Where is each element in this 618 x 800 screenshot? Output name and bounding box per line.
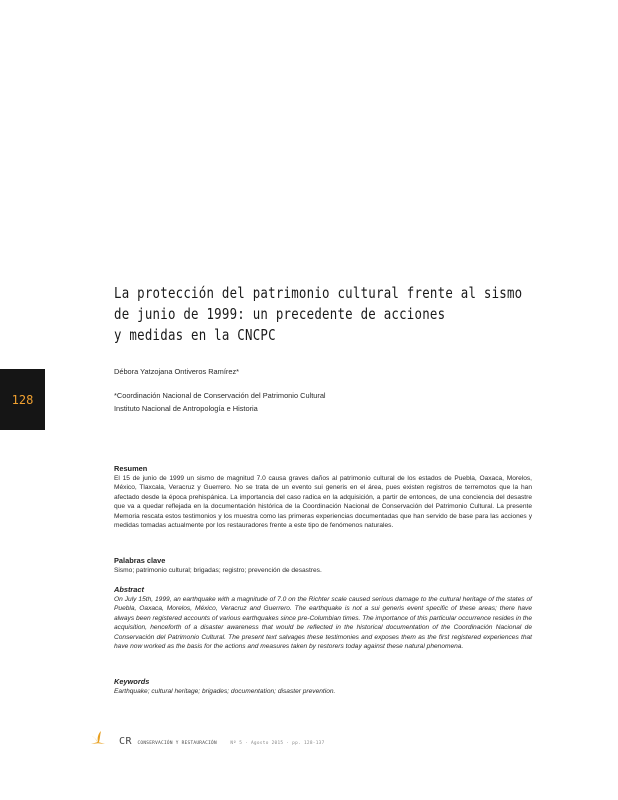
palabras-clave-text: Sismo; patrimonio cultural; brigadas; registro; prevención de desastres. bbox=[114, 567, 322, 574]
title-line-2: de junio de 1999: un precedente de acciones bbox=[114, 305, 446, 323]
abstract-text: On July 15th, 1999, an earthquake with a magnitude of 7.0 on the Richter scale caused serious damage to the cultural heritage of the states of Puebla, Oaxaca, Morelos, México, Veracruz and Guerrero. The earthquake is not a sui generis event specific of these areas; there have always been registered accounts of various earthquakes since pre-Columbian times. The importance of this particular occurrence resides in the acquisition, henceforth of a disaster awareness that would be reflected in the historical documentation of the Coordinación Nacional de Conservación del Patrimonio Cultural. The present text salvages these testimonies and exposes them as the first registered experiences that have now worked as the basis for the actions and measures taken by restorers today against these natural phenomena. bbox=[114, 596, 532, 651]
abstract-section bbox=[114, 585, 532, 651]
keywords-text: Earthquake; cultural heritage; brigades; documentation; disaster prevention. bbox=[114, 688, 336, 695]
keywords-heading: Keywords bbox=[114, 677, 150, 686]
affiliation bbox=[114, 389, 326, 415]
resumen-heading: Resumen bbox=[114, 464, 148, 473]
affiliation-line-2: Instituto Nacional de Antropología e Historia bbox=[114, 404, 258, 413]
author-name: Débora Yatzojana Ontiveros Ramírez* bbox=[114, 367, 240, 376]
title-line-1: La protección del patrimonio cultural frente al sismo bbox=[114, 284, 523, 302]
journal-issue-info: Nº 5 · Agosto 2015 · pp. 128-137 bbox=[230, 741, 325, 746]
page-number-tab bbox=[0, 369, 45, 430]
abstract-heading: Abstract bbox=[114, 585, 144, 594]
journal-brand-initials: CR bbox=[119, 736, 133, 747]
bird-logo-icon bbox=[89, 730, 107, 748]
title-line-3: y medidas en la CNCPC bbox=[114, 326, 276, 344]
resumen-section bbox=[114, 464, 532, 530]
article-title bbox=[114, 283, 523, 346]
journal-brand-name: CONSERVACIÓN Y RESTAURACIÓN bbox=[137, 741, 217, 746]
palabras-clave-section bbox=[114, 556, 532, 575]
resumen-text: El 15 de junio de 1999 un sismo de magnitud 7.0 causa graves daños al patrimonio cultural de los estados de Puebla, Oaxaca, Morelos, México, Tlaxcala, Veracruz y Guerrero. No se trata de un evento sui generis en el área, pues existen registros de terremotos que la han afectado desde la época prehispánica. La importancia del caso radica en la adquisición, a partir de entonces, de una conciencia del desastre que va a quedar reflejada en la documentación histórica de la Coordinación Nacional de Conservación del Patrimonio Cultural. La presente Memoria rescata estos testimonios y los muestra como las primeras experiencias documentadas que han servido de base para las acciones y medidas tomadas actualmente por los restauradores frente a este tipo de fenómenos naturales. bbox=[114, 475, 532, 530]
journal-footer bbox=[119, 736, 325, 747]
affiliation-line-1: *Coordinación Nacional de Conservación del Patrimonio Cultural bbox=[114, 391, 326, 400]
keywords-section bbox=[114, 677, 532, 696]
page-number: 128 bbox=[11, 392, 34, 407]
palabras-clave-heading: Palabras clave bbox=[114, 556, 166, 565]
